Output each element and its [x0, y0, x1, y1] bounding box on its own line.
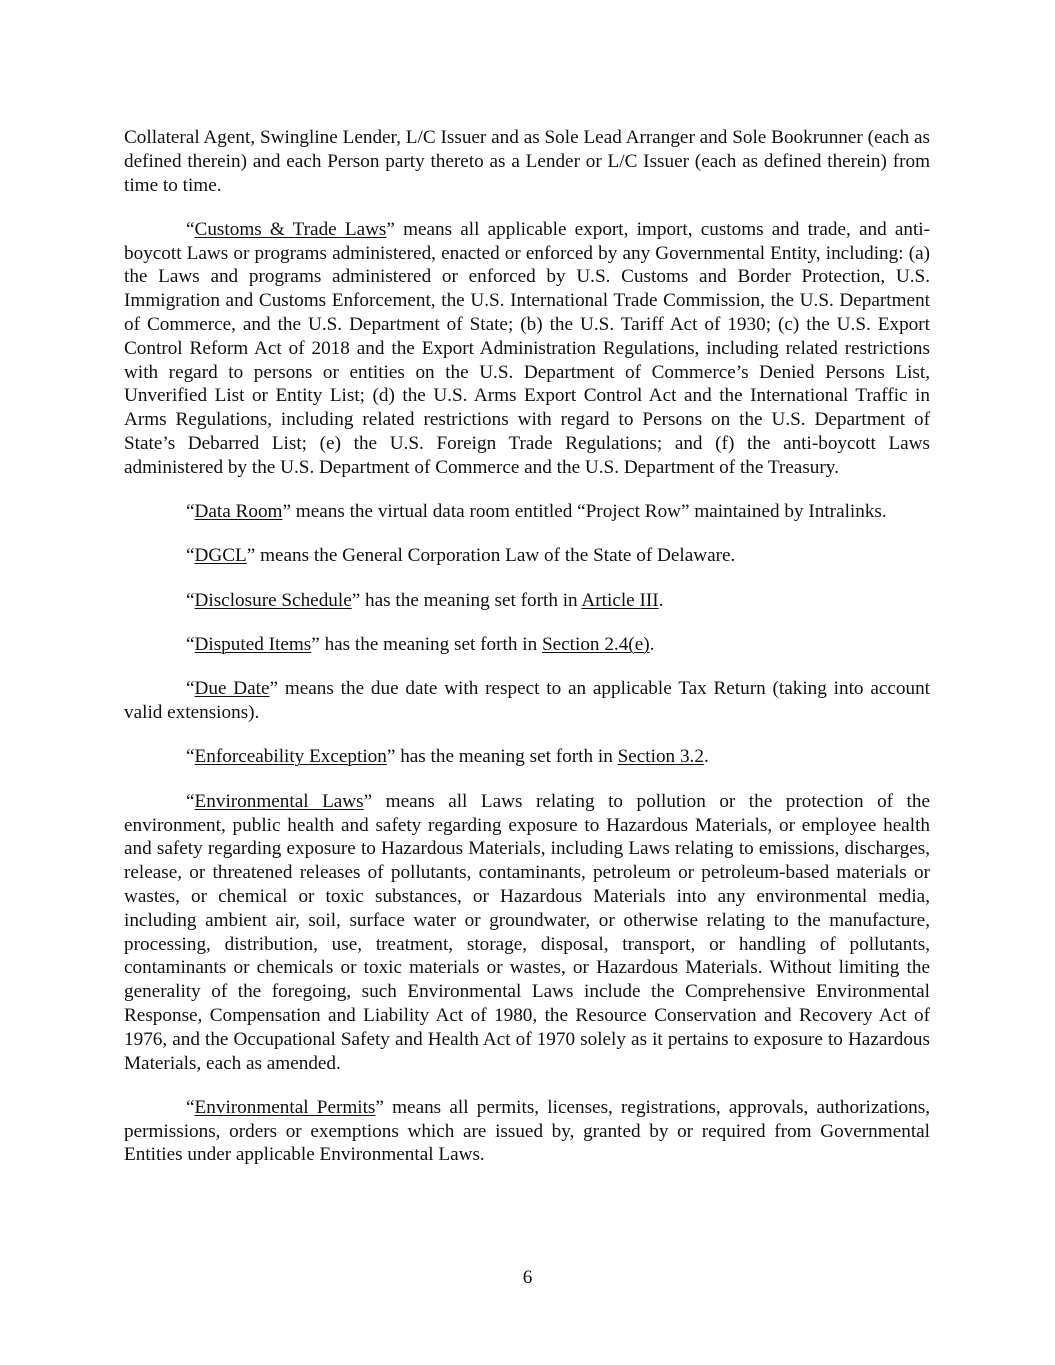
cross-reference: Article III	[581, 589, 659, 611]
open-quote: “	[186, 678, 195, 700]
defined-term: Customs & Trade Laws	[194, 218, 387, 240]
cross-reference: Section 2.4(e)	[541, 634, 650, 656]
definition-end: .	[649, 634, 655, 656]
open-quote: “	[186, 790, 195, 812]
defined-term: Disputed Items	[194, 634, 312, 656]
definition-disputed-items	[124, 633, 930, 657]
open-quote: “	[186, 501, 195, 523]
definition-text: ” means all permits, licenses, registrations, approvals, authorizations, permissions, orders or exemptions which are issued by, granted by or required from Governmental Entities under applicable Environmental Laws.	[124, 1096, 930, 1166]
open-quote: “	[186, 634, 195, 656]
definition-enforceability-exception	[124, 745, 930, 769]
defined-term: Data Room	[194, 501, 283, 523]
definition-text: ” has the meaning set forth in	[386, 746, 618, 768]
definition-end: .	[658, 589, 664, 611]
defined-term: Environmental Laws	[194, 790, 364, 812]
definition-dgcl	[124, 544, 930, 568]
defined-term: Enforceability Exception	[194, 746, 387, 768]
open-quote: “	[186, 589, 195, 611]
definition-customs-trade-laws	[124, 218, 930, 480]
page-number: 6	[522, 1267, 533, 1288]
definition-text: ” has the meaning set forth in	[311, 634, 542, 656]
cross-reference: Section 3.2	[617, 746, 704, 768]
open-quote: “	[186, 746, 195, 768]
definition-text: ” means all Laws relating to pollution or the protection of the environment, public health and safety regarding exposure to Hazardous Materials, or employee health and safety regarding exposure to Hazardous Materials, including Laws relating to emissions, discharges, release, or threatened releases of pollutants, contaminants, petroleum or petroleum-based materials or wastes, or chemical or toxic substances, or Hazardous Materials into any environmental media, including ambient air, soil, surface water or groundwater, or otherwise relating to the manufacture, processing, distribution, use, treatment, storage, disposal, transport, or handling of pollutants, contaminants or chemicals or toxic materials or wastes, or Hazardous Materials. Without limiting the generality of the foregoing, such Environmental Laws include the Comprehensive Environmental Response, Compensation and Liability Act of 1980, the Resource Conservation and Recovery Act of 1976, and the Occupational Safety and Health Act of 1970 solely as it pertains to exposure to Hazardous Materials, each as amended.	[124, 790, 931, 1074]
definition-environmental-permits	[124, 1096, 930, 1167]
definition-due-date	[124, 677, 930, 725]
defined-term: Due Date	[194, 678, 270, 700]
document-body	[124, 126, 930, 1188]
definition-disclosure-schedule	[124, 589, 930, 613]
defined-term: Disclosure Schedule	[194, 589, 352, 611]
definition-text: ” means the General Corporation Law of the State of Delaware.	[246, 545, 736, 567]
open-quote: “	[186, 218, 195, 240]
open-quote: “	[186, 1096, 195, 1118]
open-quote: “	[186, 545, 195, 567]
definition-data-room	[124, 500, 930, 524]
definition-text: ” means the due date with respect to an applicable Tax Return (taking into account valid extensions).	[124, 678, 930, 724]
definition-text: ” has the meaning set forth in	[351, 589, 582, 611]
defined-term: Environmental Permits	[194, 1096, 376, 1118]
definition-end: .	[703, 746, 709, 768]
definition-text: ” means the virtual data room entitled “Project Row” maintained by Intralinks.	[282, 501, 887, 523]
definition-text: ” means all applicable export, import, customs and trade, and anti-boycott Laws or programs administered, enacted or enforced by any Governmental Entity, including: (a) the Laws and programs administered or enforced by U.S. Customs and Border Protection, U.S. Immigration and Customs Enforcement, the U.S. International Trade Commission, the U.S. Department of Commerce, and the U.S. Department of State; (b) the U.S. Tariff Act of 1930; (c) the U.S. Export Control Reform Act of 2018 and the Export Administration Regulations, including related restrictions with regard to persons or entities on the U.S. Department of Commerce’s Denied Persons List, Unverified List or Entity List; (d) the U.S. Arms Export Control Act and the International Traffic in Arms Regulations, including related restrictions with regard to Persons on the U.S. Department of State’s Debarred List; (e) the U.S. Foreign Trade Regulations; and (f) the anti-boycott Laws administered by the U.S. Department of Commerce and the U.S. Department of the Treasury.	[124, 218, 930, 478]
defined-term: DGCL	[194, 545, 247, 567]
definition-environmental-laws	[124, 790, 930, 1076]
intro-text: Collateral Agent, Swingline Lender, L/C Issuer and as Sole Lead Arranger and Sole Bookrunner (each as defined therein) and each Person party thereto as a Lender or L/C Issuer (each as defined therein) from time to time.	[124, 127, 930, 196]
intro-paragraph	[124, 126, 930, 197]
